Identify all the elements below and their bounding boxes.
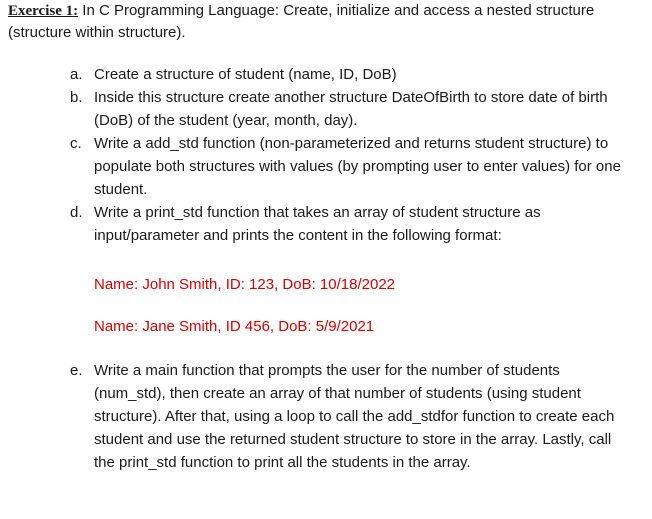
list-item-a: [70, 63, 630, 86]
requirements-list-bottom: [70, 359, 630, 474]
sample-output-line-1: Name: John Smith, ID: 123, DoB: 10/18/2022: [94, 276, 396, 293]
list-marker: e.: [70, 362, 83, 379]
list-marker: b.: [70, 89, 83, 106]
list-marker: c.: [70, 135, 82, 152]
list-item-d: [70, 201, 630, 247]
list-marker: a.: [70, 66, 83, 83]
list-item-c: [70, 132, 630, 201]
list-item-e: [70, 359, 630, 474]
list-item-b: [70, 86, 630, 132]
list-item-text: Create a structure of student (name, ID, DoB): [94, 66, 397, 83]
document-page: [8, 0, 648, 44]
exercise-intro: [8, 0, 648, 44]
list-item-text: Write a main function that prompts the user for the number of students (num_std), then create an array of that number of students (using student structure). After that, using a loop to call the add_stdfor function to create each student and use the returned student structure to store in the array. Lastly, call the print_std function to print all the students in the array.: [94, 362, 615, 471]
list-item-text: Inside this structure create another structure DateOfBirth to store date of birth (DoB) of the student (year, month, day).: [94, 89, 608, 129]
exercise-intro-text: In C Programming Language: Create, initialize and access a nested structure (structure within structure).: [8, 2, 595, 41]
requirements-list-top: [70, 63, 630, 247]
sample-output-line-2: Name: Jane Smith, ID 456, DoB: 5/9/2021: [94, 318, 375, 335]
exercise-label: Exercise 1:: [8, 3, 79, 19]
list-item-text: Write a print_std function that takes an array of student structure as input/parameter and prints the content in the following format:: [94, 204, 541, 244]
list-item-text: Write a add_std function (non-parameterized and returns student structure) to populate both structures with values (by prompting user to enter values) for one student.: [94, 135, 621, 198]
list-marker: d.: [70, 204, 83, 221]
